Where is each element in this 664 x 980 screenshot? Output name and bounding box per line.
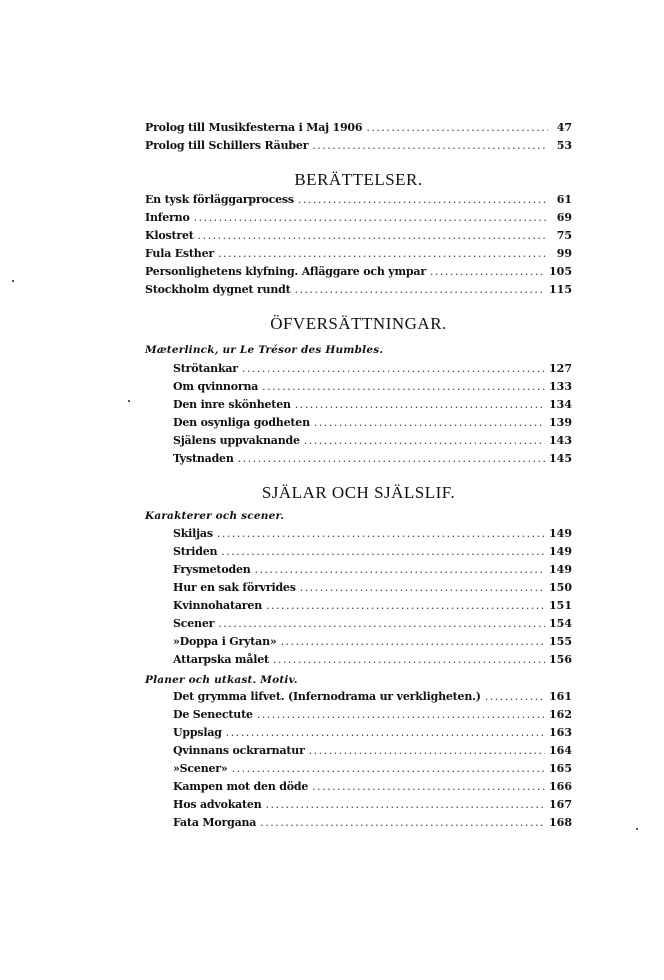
toc-entry-page: 168 bbox=[549, 816, 572, 829]
toc-entry-title: »Scener» bbox=[173, 762, 228, 775]
toc-entry bbox=[145, 138, 572, 154]
toc-entry-page: 145 bbox=[549, 452, 572, 465]
toc-entry bbox=[145, 228, 572, 244]
toc-entry bbox=[173, 707, 572, 723]
toc-entry bbox=[173, 797, 572, 813]
toc-entry-title: Hur en sak förvrides bbox=[173, 581, 296, 594]
toc-entry bbox=[173, 616, 572, 632]
section-heading-berattelser: BERÄTTELSER. bbox=[294, 170, 423, 189]
toc-entry bbox=[145, 246, 572, 262]
toc-entry bbox=[145, 192, 572, 208]
toc-entry-page: 156 bbox=[549, 653, 572, 666]
toc-entry bbox=[173, 761, 572, 777]
toc-entry bbox=[173, 652, 572, 668]
toc-entry-title: Själens uppvaknande bbox=[173, 434, 300, 447]
toc-entry-page: 161 bbox=[549, 690, 572, 703]
toc-entry-title: Uppslag bbox=[173, 726, 222, 739]
scan-speck bbox=[636, 828, 638, 830]
toc-entry-title: Prolog till Musikfesterna i Maj 1906 bbox=[145, 121, 363, 134]
toc-entry-title: Strötankar bbox=[173, 362, 238, 375]
toc-entry-title: Frysmetoden bbox=[173, 563, 251, 576]
subsection-heading: Mæterlinck, ur Le Trésor des Humbles. bbox=[145, 344, 384, 356]
toc-entry-page: 143 bbox=[549, 434, 572, 447]
toc-entry-title: Inferno bbox=[145, 211, 190, 224]
toc-entry bbox=[173, 743, 572, 759]
toc-entry bbox=[173, 526, 572, 542]
toc-entry-title: Tystnaden bbox=[173, 452, 234, 465]
toc-entry-page: 165 bbox=[549, 762, 572, 775]
toc-entry-title: Fata Morgana bbox=[173, 816, 257, 829]
toc-entry bbox=[173, 451, 572, 467]
toc-entry-page: 150 bbox=[549, 581, 572, 594]
toc-entry-page: 75 bbox=[556, 229, 572, 242]
toc-entry-title: Stockholm dygnet rundt bbox=[145, 283, 291, 296]
toc-entry-title: Qvinnans ockrarnatur bbox=[173, 744, 305, 757]
toc-entry-page: 149 bbox=[549, 545, 572, 558]
toc-entry-page: 155 bbox=[549, 635, 572, 648]
scan-speck bbox=[12, 280, 14, 282]
toc-entry bbox=[145, 282, 572, 298]
toc-entry-page: 53 bbox=[556, 139, 572, 152]
section-heading-ofversattningar: ÖFVERSÄTTNINGAR. bbox=[270, 314, 447, 333]
toc-entry-title: Personlighetens klyfning. Afläggare och ympar bbox=[145, 265, 426, 278]
toc-entry-page: 139 bbox=[549, 416, 572, 429]
toc-entry bbox=[173, 562, 572, 578]
toc-entry-title: Skiljas bbox=[173, 527, 213, 540]
subsection-heading: Karakterer och scener. bbox=[145, 510, 285, 522]
toc-entry bbox=[145, 210, 572, 226]
toc-entry bbox=[173, 815, 572, 831]
toc-entry-page: 134 bbox=[549, 398, 572, 411]
toc-entry-page: 166 bbox=[549, 780, 572, 793]
subsection-heading: Planer och utkast. Motiv. bbox=[145, 674, 298, 686]
toc-entry bbox=[173, 361, 572, 377]
toc-entry-page: 151 bbox=[549, 599, 572, 612]
toc-entry bbox=[173, 598, 572, 614]
toc-entry-page: 133 bbox=[549, 380, 572, 393]
toc-entry-title: Kvinnohataren bbox=[173, 599, 262, 612]
toc-entry-page: 99 bbox=[556, 247, 572, 260]
toc-entry bbox=[173, 725, 572, 741]
toc-entry-page: 164 bbox=[549, 744, 572, 757]
toc-entry bbox=[173, 580, 572, 596]
toc-entry bbox=[173, 544, 572, 560]
toc-entry-title: En tysk förläggarprocess bbox=[145, 193, 294, 206]
toc-entry bbox=[173, 433, 572, 449]
toc-entry-page: 105 bbox=[549, 265, 572, 278]
toc-entry-page: 61 bbox=[556, 193, 572, 206]
toc-entry-page: 163 bbox=[549, 726, 572, 739]
toc-entry bbox=[173, 634, 572, 650]
toc-entry-page: 149 bbox=[549, 563, 572, 576]
toc-entry-title: Prolog till Schillers Räuber bbox=[145, 139, 309, 152]
toc-entry-page: 154 bbox=[549, 617, 572, 630]
toc-entry bbox=[145, 120, 572, 136]
toc-entry-page: 149 bbox=[549, 527, 572, 540]
toc-entry-page: 47 bbox=[556, 121, 572, 134]
toc-entry-title: Attarpska målet bbox=[173, 653, 269, 666]
toc-entry-page: 167 bbox=[549, 798, 572, 811]
toc-entry bbox=[173, 397, 572, 413]
scan-speck bbox=[128, 400, 130, 402]
toc-entry-title: Det grymma lifvet. (Infernodrama ur verkligheten.) bbox=[173, 690, 481, 703]
toc-entry-title: Scener bbox=[173, 617, 215, 630]
toc-entry-title: Den osynliga godheten bbox=[173, 416, 310, 429]
toc-entry-page: 162 bbox=[549, 708, 572, 721]
toc-entry bbox=[173, 379, 572, 395]
toc-entry-title: Fula Esther bbox=[145, 247, 214, 260]
toc-entry-page: 127 bbox=[549, 362, 572, 375]
toc-entry bbox=[173, 415, 572, 431]
toc-entry-title: »Doppa i Grytan» bbox=[173, 635, 277, 648]
toc-entry-title: Klostret bbox=[145, 229, 194, 242]
toc-entry bbox=[173, 779, 572, 795]
toc-entry-title: Den inre skönheten bbox=[173, 398, 291, 411]
toc-entry-title: De Senectute bbox=[173, 708, 253, 721]
toc-entry-title: Kampen mot den döde bbox=[173, 780, 309, 793]
toc-entry-title: Striden bbox=[173, 545, 218, 558]
toc-entry-title: Om qvinnorna bbox=[173, 380, 259, 393]
toc-entry bbox=[173, 689, 572, 705]
toc-entry-page: 115 bbox=[549, 283, 572, 296]
section-heading-sjalar: SJÄLAR OCH SJÄLSLIF. bbox=[261, 483, 456, 502]
toc-entry-page: 69 bbox=[556, 211, 572, 224]
toc-entry bbox=[145, 264, 572, 280]
toc-entry-title: Hos advokaten bbox=[173, 798, 262, 811]
